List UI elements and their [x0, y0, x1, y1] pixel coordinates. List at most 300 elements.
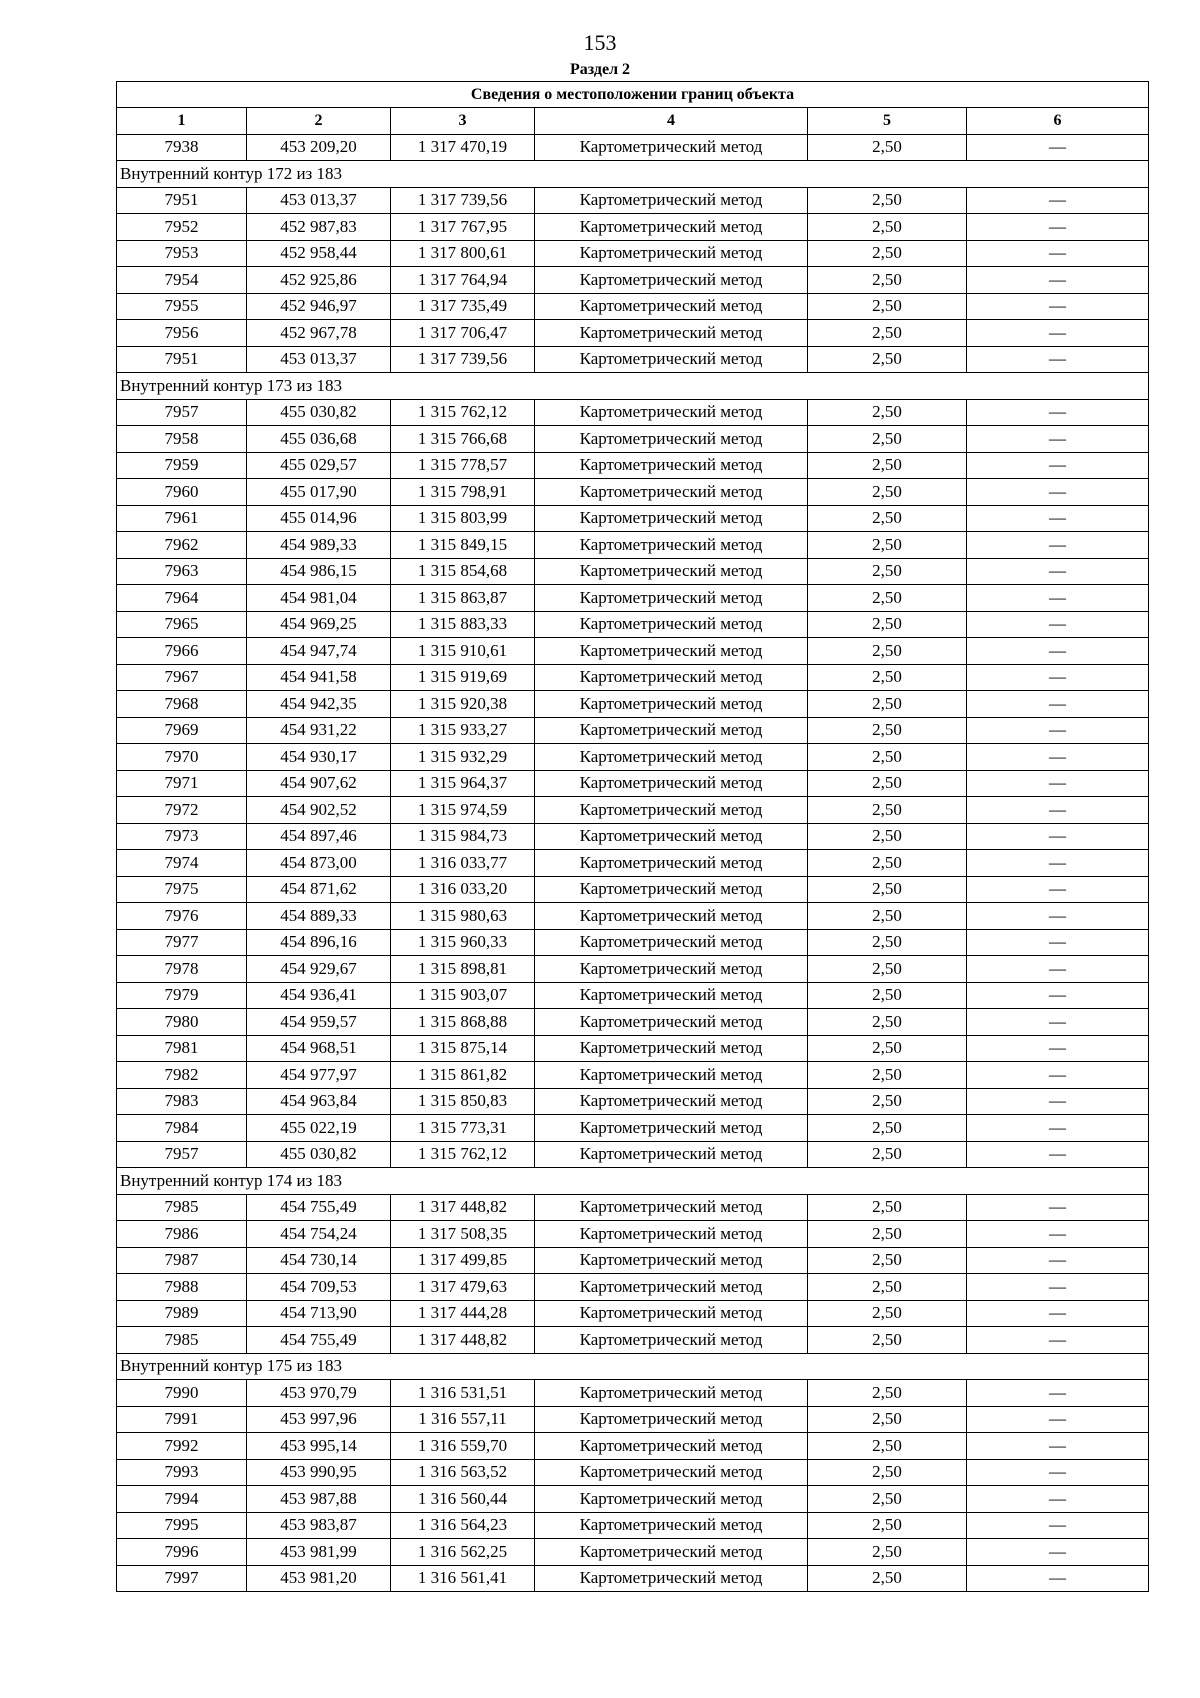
y-coordinate-cell: 1 317 479,63 — [391, 1274, 535, 1301]
accuracy-cell: 2,50 — [808, 956, 967, 983]
point-number-cell: 7984 — [117, 1115, 247, 1142]
table-row — [117, 1088, 1149, 1115]
point-number-cell: 7986 — [117, 1221, 247, 1248]
point-number-cell: 7970 — [117, 744, 247, 771]
point-number-cell: 7951 — [117, 187, 247, 214]
point-number-cell: 7995 — [117, 1512, 247, 1539]
point-number-cell: 7985 — [117, 1194, 247, 1221]
table-row — [117, 1194, 1149, 1221]
y-coordinate-cell: 1 315 863,87 — [391, 585, 535, 612]
description-cell: — — [967, 744, 1149, 771]
y-coordinate-cell: 1 316 557,11 — [391, 1406, 535, 1433]
method-cell: Картометрический метод — [535, 876, 808, 903]
accuracy-cell: 2,50 — [808, 214, 967, 241]
method-cell: Картометрический метод — [535, 399, 808, 426]
accuracy-cell: 2,50 — [808, 1035, 967, 1062]
table-row — [117, 1300, 1149, 1327]
y-coordinate-cell: 1 317 767,95 — [391, 214, 535, 241]
method-cell: Картометрический метод — [535, 1300, 808, 1327]
table-row — [117, 267, 1149, 294]
accuracy-cell: 2,50 — [808, 1433, 967, 1460]
method-cell: Картометрический метод — [535, 1035, 808, 1062]
accuracy-cell: 2,50 — [808, 479, 967, 506]
point-number-cell: 7964 — [117, 585, 247, 612]
accuracy-cell: 2,50 — [808, 505, 967, 532]
y-coordinate-cell: 1 316 033,20 — [391, 876, 535, 903]
table-row — [117, 505, 1149, 532]
table-row — [117, 638, 1149, 665]
table-row — [117, 929, 1149, 956]
table-caption-row — [117, 82, 1149, 108]
description-cell: — — [967, 611, 1149, 638]
accuracy-cell: 2,50 — [808, 320, 967, 347]
y-coordinate-cell: 1 317 508,35 — [391, 1221, 535, 1248]
x-coordinate-cell: 454 871,62 — [247, 876, 391, 903]
column-header: 2 — [247, 108, 391, 135]
table-row — [117, 558, 1149, 585]
y-coordinate-cell: 1 315 778,57 — [391, 452, 535, 479]
y-coordinate-cell: 1 315 910,61 — [391, 638, 535, 665]
x-coordinate-cell: 454 942,35 — [247, 691, 391, 718]
point-number-cell: 7981 — [117, 1035, 247, 1062]
table-row — [117, 691, 1149, 718]
page-number: 153 — [583, 30, 617, 55]
accuracy-cell: 2,50 — [808, 267, 967, 294]
table-row — [117, 717, 1149, 744]
description-cell: — — [967, 1327, 1149, 1354]
accuracy-cell: 2,50 — [808, 1062, 967, 1089]
description-cell: — — [967, 1274, 1149, 1301]
table-row — [117, 1380, 1149, 1407]
point-number-cell: 7990 — [117, 1380, 247, 1407]
y-coordinate-cell: 1 315 960,33 — [391, 929, 535, 956]
contour-label-row — [117, 161, 1149, 188]
method-cell: Картометрический метод — [535, 346, 808, 373]
point-number-cell: 7991 — [117, 1406, 247, 1433]
y-coordinate-cell: 1 315 898,81 — [391, 956, 535, 983]
point-number-cell: 7980 — [117, 1009, 247, 1036]
point-number-cell: 7960 — [117, 479, 247, 506]
x-coordinate-cell: 454 755,49 — [247, 1194, 391, 1221]
point-number-cell: 7952 — [117, 214, 247, 241]
description-cell: — — [967, 505, 1149, 532]
x-coordinate-cell: 453 990,95 — [247, 1459, 391, 1486]
accuracy-cell: 2,50 — [808, 1088, 967, 1115]
point-number-cell: 7972 — [117, 797, 247, 824]
y-coordinate-cell: 1 317 448,82 — [391, 1327, 535, 1354]
method-cell: Картометрический метод — [535, 187, 808, 214]
table-row — [117, 240, 1149, 267]
method-cell: Картометрический метод — [535, 134, 808, 161]
x-coordinate-cell: 455 017,90 — [247, 479, 391, 506]
y-coordinate-cell: 1 317 739,56 — [391, 346, 535, 373]
description-cell: — — [967, 717, 1149, 744]
x-coordinate-cell: 453 995,14 — [247, 1433, 391, 1460]
contour-label-row — [117, 1353, 1149, 1380]
accuracy-cell: 2,50 — [808, 823, 967, 850]
accuracy-cell: 2,50 — [808, 399, 967, 426]
description-cell: — — [967, 452, 1149, 479]
y-coordinate-cell: 1 316 563,52 — [391, 1459, 535, 1486]
description-cell: — — [967, 267, 1149, 294]
description-cell: — — [967, 638, 1149, 665]
method-cell: Картометрический метод — [535, 505, 808, 532]
point-number-cell: 7992 — [117, 1433, 247, 1460]
method-cell: Картометрический метод — [535, 1194, 808, 1221]
x-coordinate-cell: 454 989,33 — [247, 532, 391, 559]
accuracy-cell: 2,50 — [808, 1565, 967, 1592]
y-coordinate-cell: 1 317 735,49 — [391, 293, 535, 320]
x-coordinate-cell: 455 014,96 — [247, 505, 391, 532]
method-cell: Картометрический метод — [535, 452, 808, 479]
description-cell: — — [967, 320, 1149, 347]
accuracy-cell: 2,50 — [808, 452, 967, 479]
y-coordinate-cell: 1 315 868,88 — [391, 1009, 535, 1036]
accuracy-cell: 2,50 — [808, 346, 967, 373]
point-number-cell: 7983 — [117, 1088, 247, 1115]
table-row — [117, 611, 1149, 638]
table-row — [117, 850, 1149, 877]
point-number-cell: 7958 — [117, 426, 247, 453]
method-cell: Картометрический метод — [535, 982, 808, 1009]
description-cell: — — [967, 214, 1149, 241]
y-coordinate-cell: 1 316 531,51 — [391, 1380, 535, 1407]
point-number-cell: 7966 — [117, 638, 247, 665]
x-coordinate-cell: 454 873,00 — [247, 850, 391, 877]
accuracy-cell: 2,50 — [808, 929, 967, 956]
point-number-cell: 7985 — [117, 1327, 247, 1354]
table-row — [117, 876, 1149, 903]
x-coordinate-cell: 452 958,44 — [247, 240, 391, 267]
method-cell: Картометрический метод — [535, 1274, 808, 1301]
y-coordinate-cell: 1 315 875,14 — [391, 1035, 535, 1062]
table-row — [117, 903, 1149, 930]
table-row — [117, 797, 1149, 824]
accuracy-cell: 2,50 — [808, 585, 967, 612]
table-row — [117, 187, 1149, 214]
point-number-cell: 7956 — [117, 320, 247, 347]
accuracy-cell: 2,50 — [808, 1141, 967, 1168]
table-row — [117, 1512, 1149, 1539]
accuracy-cell: 2,50 — [808, 850, 967, 877]
table-row — [117, 1009, 1149, 1036]
x-coordinate-cell: 454 755,49 — [247, 1327, 391, 1354]
description-cell: — — [967, 585, 1149, 612]
accuracy-cell: 2,50 — [808, 1539, 967, 1566]
description-cell: — — [967, 532, 1149, 559]
section-title: Раздел 2 — [569, 61, 631, 78]
table-row — [117, 1565, 1149, 1592]
point-number-cell: 7967 — [117, 664, 247, 691]
y-coordinate-cell: 1 316 561,41 — [391, 1565, 535, 1592]
point-number-cell: 7971 — [117, 770, 247, 797]
point-number-cell: 7973 — [117, 823, 247, 850]
description-cell: — — [967, 876, 1149, 903]
accuracy-cell: 2,50 — [808, 982, 967, 1009]
column-header: 4 — [535, 108, 808, 135]
point-number-cell: 7976 — [117, 903, 247, 930]
method-cell: Картометрический метод — [535, 691, 808, 718]
point-number-cell: 7957 — [117, 399, 247, 426]
table-row — [117, 1459, 1149, 1486]
description-cell: — — [967, 240, 1149, 267]
y-coordinate-cell: 1 316 564,23 — [391, 1512, 535, 1539]
method-cell: Картометрический метод — [535, 1009, 808, 1036]
contour-label: Внутренний контур 174 из 183 — [117, 1168, 1149, 1195]
x-coordinate-cell: 453 983,87 — [247, 1512, 391, 1539]
method-cell: Картометрический метод — [535, 585, 808, 612]
x-coordinate-cell: 454 936,41 — [247, 982, 391, 1009]
y-coordinate-cell: 1 315 883,33 — [391, 611, 535, 638]
table-row — [117, 1062, 1149, 1089]
y-coordinate-cell: 1 315 762,12 — [391, 1141, 535, 1168]
column-header: 5 — [808, 108, 967, 135]
description-cell: — — [967, 346, 1149, 373]
table-row — [117, 479, 1149, 506]
y-coordinate-cell: 1 315 803,99 — [391, 505, 535, 532]
accuracy-cell: 2,50 — [808, 903, 967, 930]
description-cell: — — [967, 1194, 1149, 1221]
y-coordinate-cell: 1 316 033,77 — [391, 850, 535, 877]
y-coordinate-cell: 1 315 974,59 — [391, 797, 535, 824]
description-cell: — — [967, 1459, 1149, 1486]
y-coordinate-cell: 1 317 764,94 — [391, 267, 535, 294]
y-coordinate-cell: 1 317 444,28 — [391, 1300, 535, 1327]
accuracy-cell: 2,50 — [808, 1247, 967, 1274]
point-number-cell: 7953 — [117, 240, 247, 267]
description-cell: — — [967, 1088, 1149, 1115]
description-cell: — — [967, 1380, 1149, 1407]
x-coordinate-cell: 453 013,37 — [247, 187, 391, 214]
point-number-cell: 7961 — [117, 505, 247, 532]
table-row — [117, 1141, 1149, 1168]
description-cell: — — [967, 187, 1149, 214]
x-coordinate-cell: 454 897,46 — [247, 823, 391, 850]
method-cell: Картометрический метод — [535, 1088, 808, 1115]
accuracy-cell: 2,50 — [808, 638, 967, 665]
description-cell: — — [967, 823, 1149, 850]
table-row — [117, 1035, 1149, 1062]
method-cell: Картометрический метод — [535, 797, 808, 824]
accuracy-cell: 2,50 — [808, 691, 967, 718]
accuracy-cell: 2,50 — [808, 1221, 967, 1248]
y-coordinate-cell: 1 315 903,07 — [391, 982, 535, 1009]
point-number-cell: 7965 — [117, 611, 247, 638]
method-cell: Картометрический метод — [535, 1062, 808, 1089]
y-coordinate-cell: 1 316 562,25 — [391, 1539, 535, 1566]
y-coordinate-cell: 1 317 706,47 — [391, 320, 535, 347]
description-cell: — — [967, 399, 1149, 426]
method-cell: Картометрический метод — [535, 320, 808, 347]
y-coordinate-cell: 1 315 964,37 — [391, 770, 535, 797]
y-coordinate-cell: 1 317 800,61 — [391, 240, 535, 267]
method-cell: Картометрический метод — [535, 1459, 808, 1486]
accuracy-cell: 2,50 — [808, 1300, 967, 1327]
table-row — [117, 1486, 1149, 1513]
description-cell: — — [967, 1247, 1149, 1274]
description-cell: — — [967, 956, 1149, 983]
x-coordinate-cell: 455 022,19 — [247, 1115, 391, 1142]
table-row — [117, 134, 1149, 161]
method-cell: Картометрический метод — [535, 1539, 808, 1566]
x-coordinate-cell: 454 941,58 — [247, 664, 391, 691]
x-coordinate-cell: 455 030,82 — [247, 399, 391, 426]
accuracy-cell: 2,50 — [808, 1406, 967, 1433]
accuracy-cell: 2,50 — [808, 1194, 967, 1221]
table-row — [117, 1327, 1149, 1354]
accuracy-cell: 2,50 — [808, 134, 967, 161]
table-row — [117, 1221, 1149, 1248]
y-coordinate-cell: 1 315 766,68 — [391, 426, 535, 453]
column-header: 6 — [967, 108, 1149, 135]
description-cell: — — [967, 903, 1149, 930]
accuracy-cell: 2,50 — [808, 876, 967, 903]
column-header: 3 — [391, 108, 535, 135]
table-row — [117, 664, 1149, 691]
x-coordinate-cell: 453 981,99 — [247, 1539, 391, 1566]
table-row — [117, 1433, 1149, 1460]
y-coordinate-cell: 1 316 559,70 — [391, 1433, 535, 1460]
x-coordinate-cell: 455 036,68 — [247, 426, 391, 453]
y-coordinate-cell: 1 315 919,69 — [391, 664, 535, 691]
y-coordinate-cell: 1 315 861,82 — [391, 1062, 535, 1089]
description-cell: — — [967, 1433, 1149, 1460]
accuracy-cell: 2,50 — [808, 187, 967, 214]
table-row — [117, 1406, 1149, 1433]
x-coordinate-cell: 454 963,84 — [247, 1088, 391, 1115]
accuracy-cell: 2,50 — [808, 532, 967, 559]
accuracy-cell: 2,50 — [808, 611, 967, 638]
table-row — [117, 214, 1149, 241]
accuracy-cell: 2,50 — [808, 1115, 967, 1142]
point-number-cell: 7975 — [117, 876, 247, 903]
x-coordinate-cell: 455 029,57 — [247, 452, 391, 479]
table-row — [117, 320, 1149, 347]
description-cell: — — [967, 426, 1149, 453]
accuracy-cell: 2,50 — [808, 1512, 967, 1539]
description-cell: — — [967, 850, 1149, 877]
x-coordinate-cell: 452 967,78 — [247, 320, 391, 347]
y-coordinate-cell: 1 315 932,29 — [391, 744, 535, 771]
description-cell: — — [967, 1565, 1149, 1592]
table-row — [117, 1274, 1149, 1301]
column-header: 1 — [117, 108, 247, 135]
x-coordinate-cell: 454 754,24 — [247, 1221, 391, 1248]
method-cell: Картометрический метод — [535, 956, 808, 983]
x-coordinate-cell: 453 997,96 — [247, 1406, 391, 1433]
table-row — [117, 585, 1149, 612]
description-cell: — — [967, 929, 1149, 956]
boundary-coordinates-table — [116, 81, 1149, 1592]
description-cell: — — [967, 982, 1149, 1009]
table-caption: Сведения о местоположении границ объекта — [117, 82, 1149, 108]
method-cell: Картометрический метод — [535, 558, 808, 585]
description-cell: — — [967, 479, 1149, 506]
method-cell: Картометрический метод — [535, 479, 808, 506]
description-cell: — — [967, 293, 1149, 320]
description-cell: — — [967, 1221, 1149, 1248]
x-coordinate-cell: 452 946,97 — [247, 293, 391, 320]
method-cell: Картометрический метод — [535, 1141, 808, 1168]
table-row — [117, 399, 1149, 426]
table-row — [117, 452, 1149, 479]
point-number-cell: 7957 — [117, 1141, 247, 1168]
point-number-cell: 7979 — [117, 982, 247, 1009]
accuracy-cell: 2,50 — [808, 1486, 967, 1513]
accuracy-cell: 2,50 — [808, 558, 967, 585]
method-cell: Картометрический метод — [535, 1327, 808, 1354]
method-cell: Картометрический метод — [535, 240, 808, 267]
point-number-cell: 7977 — [117, 929, 247, 956]
x-coordinate-cell: 454 969,25 — [247, 611, 391, 638]
table-row — [117, 770, 1149, 797]
description-cell: — — [967, 1406, 1149, 1433]
description-cell: — — [967, 1035, 1149, 1062]
x-coordinate-cell: 453 970,79 — [247, 1380, 391, 1407]
y-coordinate-cell: 1 315 773,31 — [391, 1115, 535, 1142]
x-coordinate-cell: 454 947,74 — [247, 638, 391, 665]
x-coordinate-cell: 454 907,62 — [247, 770, 391, 797]
x-coordinate-cell: 454 713,90 — [247, 1300, 391, 1327]
x-coordinate-cell: 454 896,16 — [247, 929, 391, 956]
column-header-row — [117, 108, 1149, 135]
method-cell: Картометрический метод — [535, 850, 808, 877]
table-body — [117, 134, 1149, 1592]
x-coordinate-cell: 454 889,33 — [247, 903, 391, 930]
table-row — [117, 823, 1149, 850]
table-row — [117, 293, 1149, 320]
method-cell: Картометрический метод — [535, 1565, 808, 1592]
method-cell: Картометрический метод — [535, 1247, 808, 1274]
y-coordinate-cell: 1 315 762,12 — [391, 399, 535, 426]
y-coordinate-cell: 1 317 448,82 — [391, 1194, 535, 1221]
method-cell: Картометрический метод — [535, 638, 808, 665]
x-coordinate-cell: 452 925,86 — [247, 267, 391, 294]
x-coordinate-cell: 454 902,52 — [247, 797, 391, 824]
point-number-cell: 7982 — [117, 1062, 247, 1089]
x-coordinate-cell: 454 959,57 — [247, 1009, 391, 1036]
accuracy-cell: 2,50 — [808, 770, 967, 797]
point-number-cell: 7951 — [117, 346, 247, 373]
x-coordinate-cell: 454 931,22 — [247, 717, 391, 744]
y-coordinate-cell: 1 315 798,91 — [391, 479, 535, 506]
x-coordinate-cell: 454 977,97 — [247, 1062, 391, 1089]
y-coordinate-cell: 1 315 984,73 — [391, 823, 535, 850]
method-cell: Картометрический метод — [535, 1486, 808, 1513]
method-cell: Картометрический метод — [535, 1406, 808, 1433]
method-cell: Картометрический метод — [535, 611, 808, 638]
x-coordinate-cell: 453 013,37 — [247, 346, 391, 373]
method-cell: Картометрический метод — [535, 664, 808, 691]
method-cell: Картометрический метод — [535, 293, 808, 320]
method-cell: Картометрический метод — [535, 267, 808, 294]
point-number-cell: 7955 — [117, 293, 247, 320]
description-cell: — — [967, 770, 1149, 797]
contour-label: Внутренний контур 173 из 183 — [117, 373, 1149, 400]
method-cell: Картометрический метод — [535, 1380, 808, 1407]
description-cell: — — [967, 664, 1149, 691]
x-coordinate-cell: 455 030,82 — [247, 1141, 391, 1168]
y-coordinate-cell: 1 317 499,85 — [391, 1247, 535, 1274]
point-number-cell: 7987 — [117, 1247, 247, 1274]
accuracy-cell: 2,50 — [808, 744, 967, 771]
accuracy-cell: 2,50 — [808, 240, 967, 267]
method-cell: Картометрический метод — [535, 214, 808, 241]
accuracy-cell: 2,50 — [808, 1459, 967, 1486]
description-cell: — — [967, 134, 1149, 161]
y-coordinate-cell: 1 315 850,83 — [391, 1088, 535, 1115]
method-cell: Картометрический метод — [535, 929, 808, 956]
